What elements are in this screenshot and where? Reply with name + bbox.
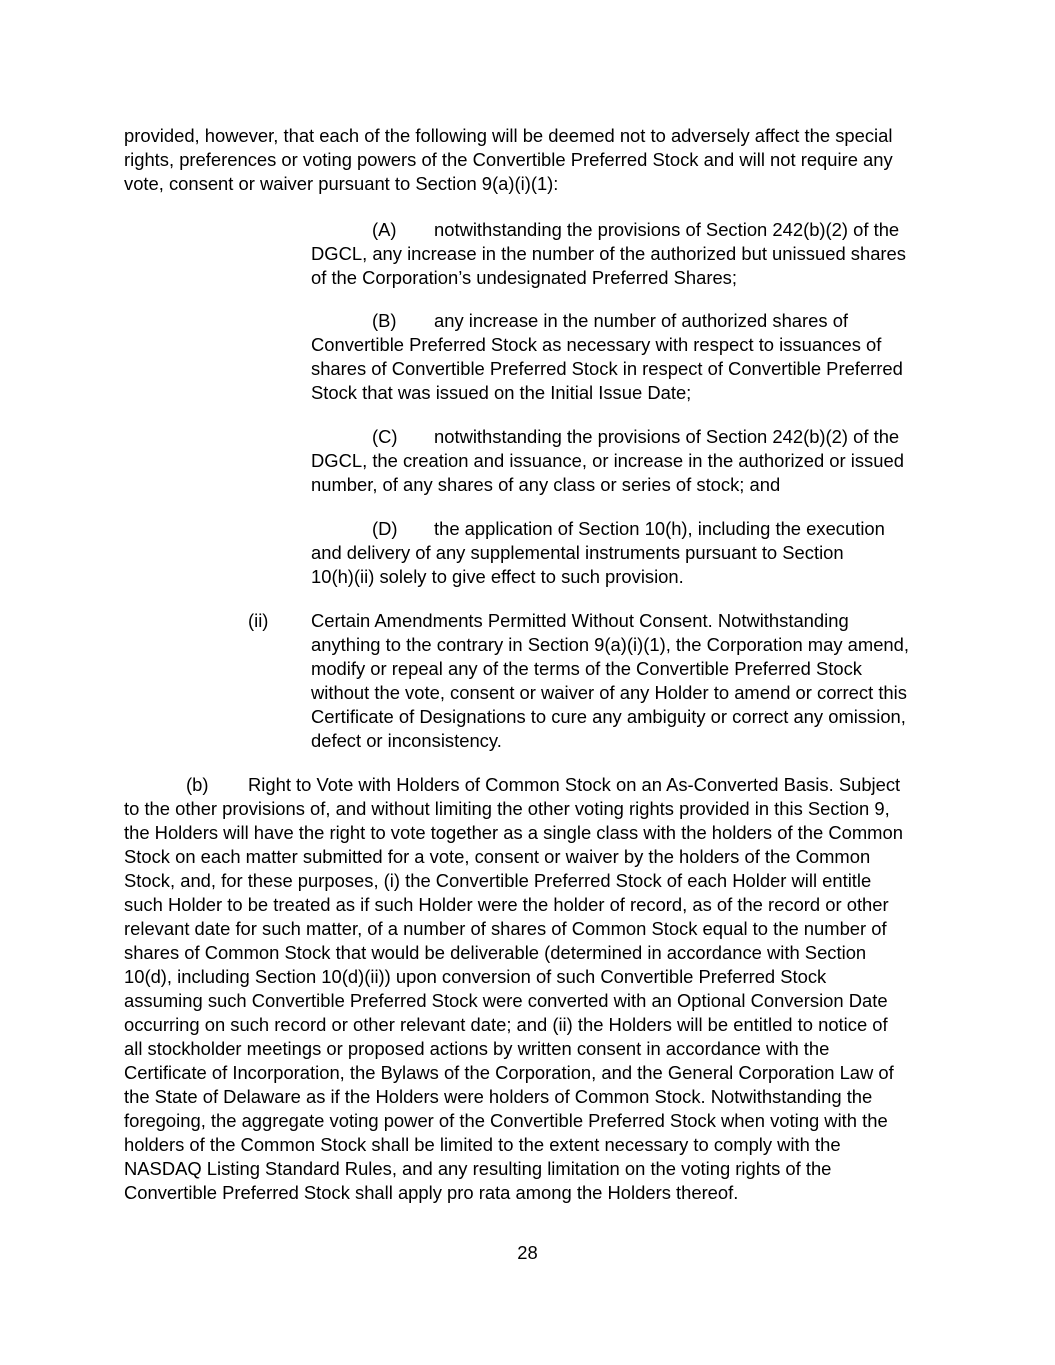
item-b-line: any increase in the number of authorized shares of xyxy=(434,310,849,331)
subsection-ii-line: modify or repeal any of the terms of the Convertible Preferred Stock xyxy=(311,658,862,679)
item-b-line: Stock that was issued on the Initial Issue Date; xyxy=(311,382,692,403)
item-a-line: notwithstanding the provisions of Section 242(b)(2) of the xyxy=(434,219,900,240)
item-a-marker: (A) xyxy=(372,219,397,240)
section-b-line: Certificate of Incorporation, the Bylaws of the Corporation, and the General Corporation Law of xyxy=(124,1062,894,1083)
section-b-line: such Holder to be treated as if such Holder were the holder of record, as of the record or other xyxy=(124,894,889,915)
intro-line: provided, however, that each of the following will be deemed not to adversely affect the special xyxy=(124,125,893,146)
section-b-line: relevant date for such matter, of a number of shares of Common Stock equal to the number of xyxy=(124,918,887,939)
section-b-line: 10(d), including Section 10(d)(ii)) upon conversion of such Convertible Preferred Stock xyxy=(124,966,827,987)
section-b-line: Stock, and, for these purposes, (i) the Convertible Preferred Stock of each Holder will entitle xyxy=(124,870,872,891)
item-c-line: number, of any shares of any class or series of stock; and xyxy=(311,474,781,495)
intro-line: vote, consent or waiver pursuant to Section 9(a)(i)(1): xyxy=(124,173,559,194)
page-number: 28 xyxy=(517,1242,538,1263)
section-b-line: all stockholder meetings or proposed actions by written consent in accordance with the xyxy=(124,1038,830,1059)
section-b-line: holders of the Common Stock shall be limited to the extent necessary to comply with the xyxy=(124,1134,841,1155)
section-b-line: foregoing, the aggregate voting power of the Convertible Preferred Stock when voting with the xyxy=(124,1110,888,1131)
intro-line: rights, preferences or voting powers of the Convertible Preferred Stock and will not require any xyxy=(124,149,893,170)
section-b-line: the State of Delaware as if the Holders were holders of Common Stock. Notwithstanding the xyxy=(124,1086,873,1107)
item-c-marker: (C) xyxy=(372,426,398,447)
item-d-line: 10(h)(ii) solely to give effect to such provision. xyxy=(311,566,684,587)
section-b-line: assuming such Convertible Preferred Stock were converted with an Optional Conversion Date xyxy=(124,990,888,1011)
section-b-line: shares of Common Stock that would be deliverable (determined in accordance with Section xyxy=(124,942,867,963)
item-b-marker: (B) xyxy=(372,310,397,331)
section-b-line: Stock on each matter submitted for a vote, consent or waiver by the holders of the Common xyxy=(124,846,871,867)
item-c-line: DGCL, the creation and issuance, or increase in the authorized or issued xyxy=(311,450,904,471)
subsection-ii-line: anything to the contrary in Section 9(a)(i)(1), the Corporation may amend, xyxy=(311,634,909,655)
section-b-line: NASDAQ Listing Standard Rules, and any resulting limitation on the voting rights of the xyxy=(124,1158,832,1179)
section-b-line: the Holders will have the right to vote together as a single class with the holders of the Common xyxy=(124,822,903,843)
section-b-marker: (b) xyxy=(186,774,209,795)
section-b-line: Right to Vote with Holders of Common Stock on an As-Converted Basis. Subject xyxy=(248,774,901,795)
section-b-line: occurring on such record or other relevant date; and (ii) the Holders will be entitled to notice of xyxy=(124,1014,888,1035)
subsection-ii-line: defect or inconsistency. xyxy=(311,730,502,751)
section-b-line: to the other provisions of, and without limiting the other voting rights provided in this Section 9, xyxy=(124,798,890,819)
item-b-line: Convertible Preferred Stock as necessary with respect to issuances of xyxy=(311,334,882,355)
item-d-marker: (D) xyxy=(372,518,398,539)
item-c-line: notwithstanding the provisions of Section 242(b)(2) of the xyxy=(434,426,900,447)
subsection-ii-marker: (ii) xyxy=(248,610,269,631)
item-b-line: shares of Convertible Preferred Stock in respect of Convertible Preferred xyxy=(311,358,903,379)
subsection-ii-line: Certain Amendments Permitted Without Consent. Notwithstanding xyxy=(311,610,849,631)
item-a-line: DGCL, any increase in the number of the authorized but unissued shares xyxy=(311,243,906,264)
subsection-ii-line: without the vote, consent or waiver of any Holder to amend or correct this xyxy=(311,682,907,703)
item-a-line: of the Corporation’s undesignated Preferred Shares; xyxy=(311,267,737,288)
item-d-line: and delivery of any supplemental instruments pursuant to Section xyxy=(311,542,844,563)
item-d-line: the application of Section 10(h), including the execution xyxy=(434,518,885,539)
subsection-ii-line: Certificate of Designations to cure any ambiguity or correct any omission, xyxy=(311,706,906,727)
section-b-line: Convertible Preferred Stock shall apply pro rata among the Holders thereof. xyxy=(124,1182,739,1203)
